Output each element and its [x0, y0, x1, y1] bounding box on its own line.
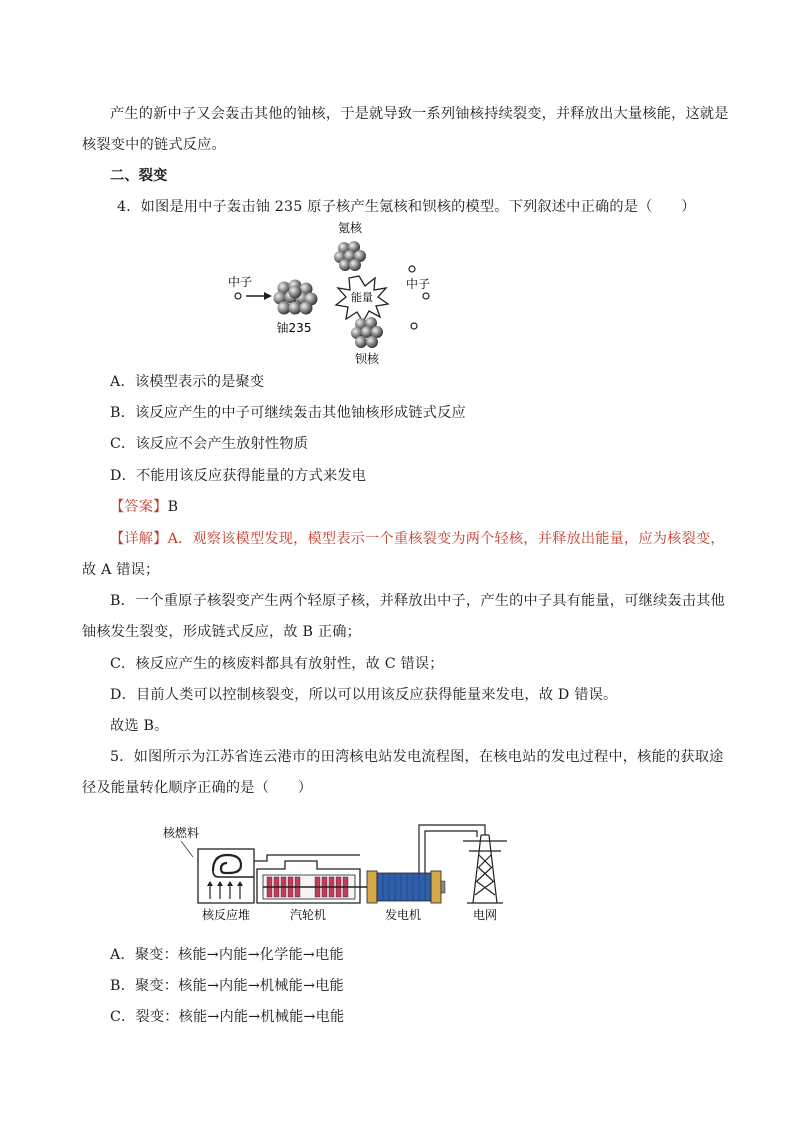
intro-line-1: 产生的新中子又会轰击其他的铀核，于是就导致一系列铀核持续裂变，并释放出大量核能，这就是: [110, 106, 729, 122]
q5-stem-line-1: 5．如图所示为江苏省连云港市的田湾核电站发电流程图，在核电站的发电过程中，核能的获取途: [110, 749, 724, 765]
uranium-label: 铀235: [276, 321, 312, 335]
generator: [367, 871, 445, 903]
q4-answer: [110, 497, 178, 517]
steam-pipe: [254, 855, 360, 861]
turbine: [257, 861, 367, 903]
q5-stem-line-2: 径及能量转化顺序正确的是（ ）: [82, 780, 313, 796]
wire-upper: [419, 825, 485, 873]
q4-detail-c: C．核反应产生的核废料都具有放射性，故 C 错误；: [110, 656, 444, 672]
q4-conclusion: 故选 B。: [110, 718, 169, 734]
neutron-out-bottom: [411, 323, 417, 329]
fuel-pointer: [181, 841, 193, 857]
fission-model-figure: [220, 216, 460, 368]
neutron-in: [235, 293, 241, 299]
turbine-label: 汽轮机: [289, 908, 327, 922]
energy-label: 能量: [351, 291, 373, 304]
reactor: [198, 849, 254, 903]
answer-value: B: [167, 499, 179, 515]
grid-label: 电网: [472, 908, 498, 922]
krypton-label: 氪核: [337, 221, 363, 235]
q4-detail-a-line-2: 故 A 错误；: [82, 562, 160, 578]
detail-a-text: A．观察该模型发现，模型表示一个重核裂变为两个轻核，并释放出能量，应为核裂变，: [167, 531, 725, 547]
reactor-label: 核反应堆: [201, 908, 251, 922]
q4-detail-a-line-1: [110, 529, 725, 549]
q4-detail-d: D．目前人类可以控制核裂变，所以可以用该反应获得能量来发电，故 D 错误。: [110, 687, 618, 703]
q4-option-b: B．该反应产生的中子可继续轰击其他铀核形成链式反应: [110, 405, 466, 421]
intro-line-2: 核裂变中的链式反应。: [82, 137, 226, 153]
q5-option-c: C．裂变：核能→内能→机械能→电能: [110, 1009, 345, 1025]
section-title: 二、裂变: [110, 168, 168, 184]
q4-option-d: D．不能用该反应获得能量的方式来发电: [110, 468, 367, 484]
arrow-head: [264, 292, 272, 300]
neutron-in-label: 中子: [227, 275, 253, 289]
neutron-out-top: [409, 266, 415, 272]
detail-tag: 【详解】: [110, 531, 168, 547]
neutron-out-label: 中子: [405, 277, 431, 291]
q4-stem: 4．如图是用中子轰击铀 235 原子核产生氪核和钡核的模型。下列叙述中正确的是（ ）: [117, 199, 696, 215]
q4-detail-b-line-2: 铀核发生裂变，形成链式反应，故 B 正确；: [82, 624, 362, 640]
q4-detail-b-line-1: B．一个重原子核裂变产生两个轻原子核，并释放出中子，产生的中子具有能量，可继续轰击其他: [110, 593, 725, 609]
answer-tag: 【答案】: [110, 499, 168, 515]
barium-nucleus: [351, 317, 383, 348]
power-plant-figure: [155, 815, 525, 927]
q5-option-a: A．聚变：核能→内能→化学能→电能: [110, 947, 344, 963]
krypton-nucleus: [334, 241, 366, 271]
wire-lower: [425, 831, 477, 873]
transmission-tower: [463, 835, 507, 903]
q5-option-b: B．聚变：核能→内能→机械能→电能: [110, 978, 344, 994]
q4-option-c: C．该反应不会产生放射性物质: [110, 436, 309, 452]
uranium-nucleus: [274, 280, 318, 315]
barium-label: 钡核: [354, 352, 380, 366]
generator-label: 发电机: [384, 908, 422, 922]
neutron-out-middle: [423, 293, 429, 299]
q4-option-a: A．该模型表示的是聚变: [110, 374, 265, 390]
fuel-label: 核燃料: [162, 826, 200, 840]
